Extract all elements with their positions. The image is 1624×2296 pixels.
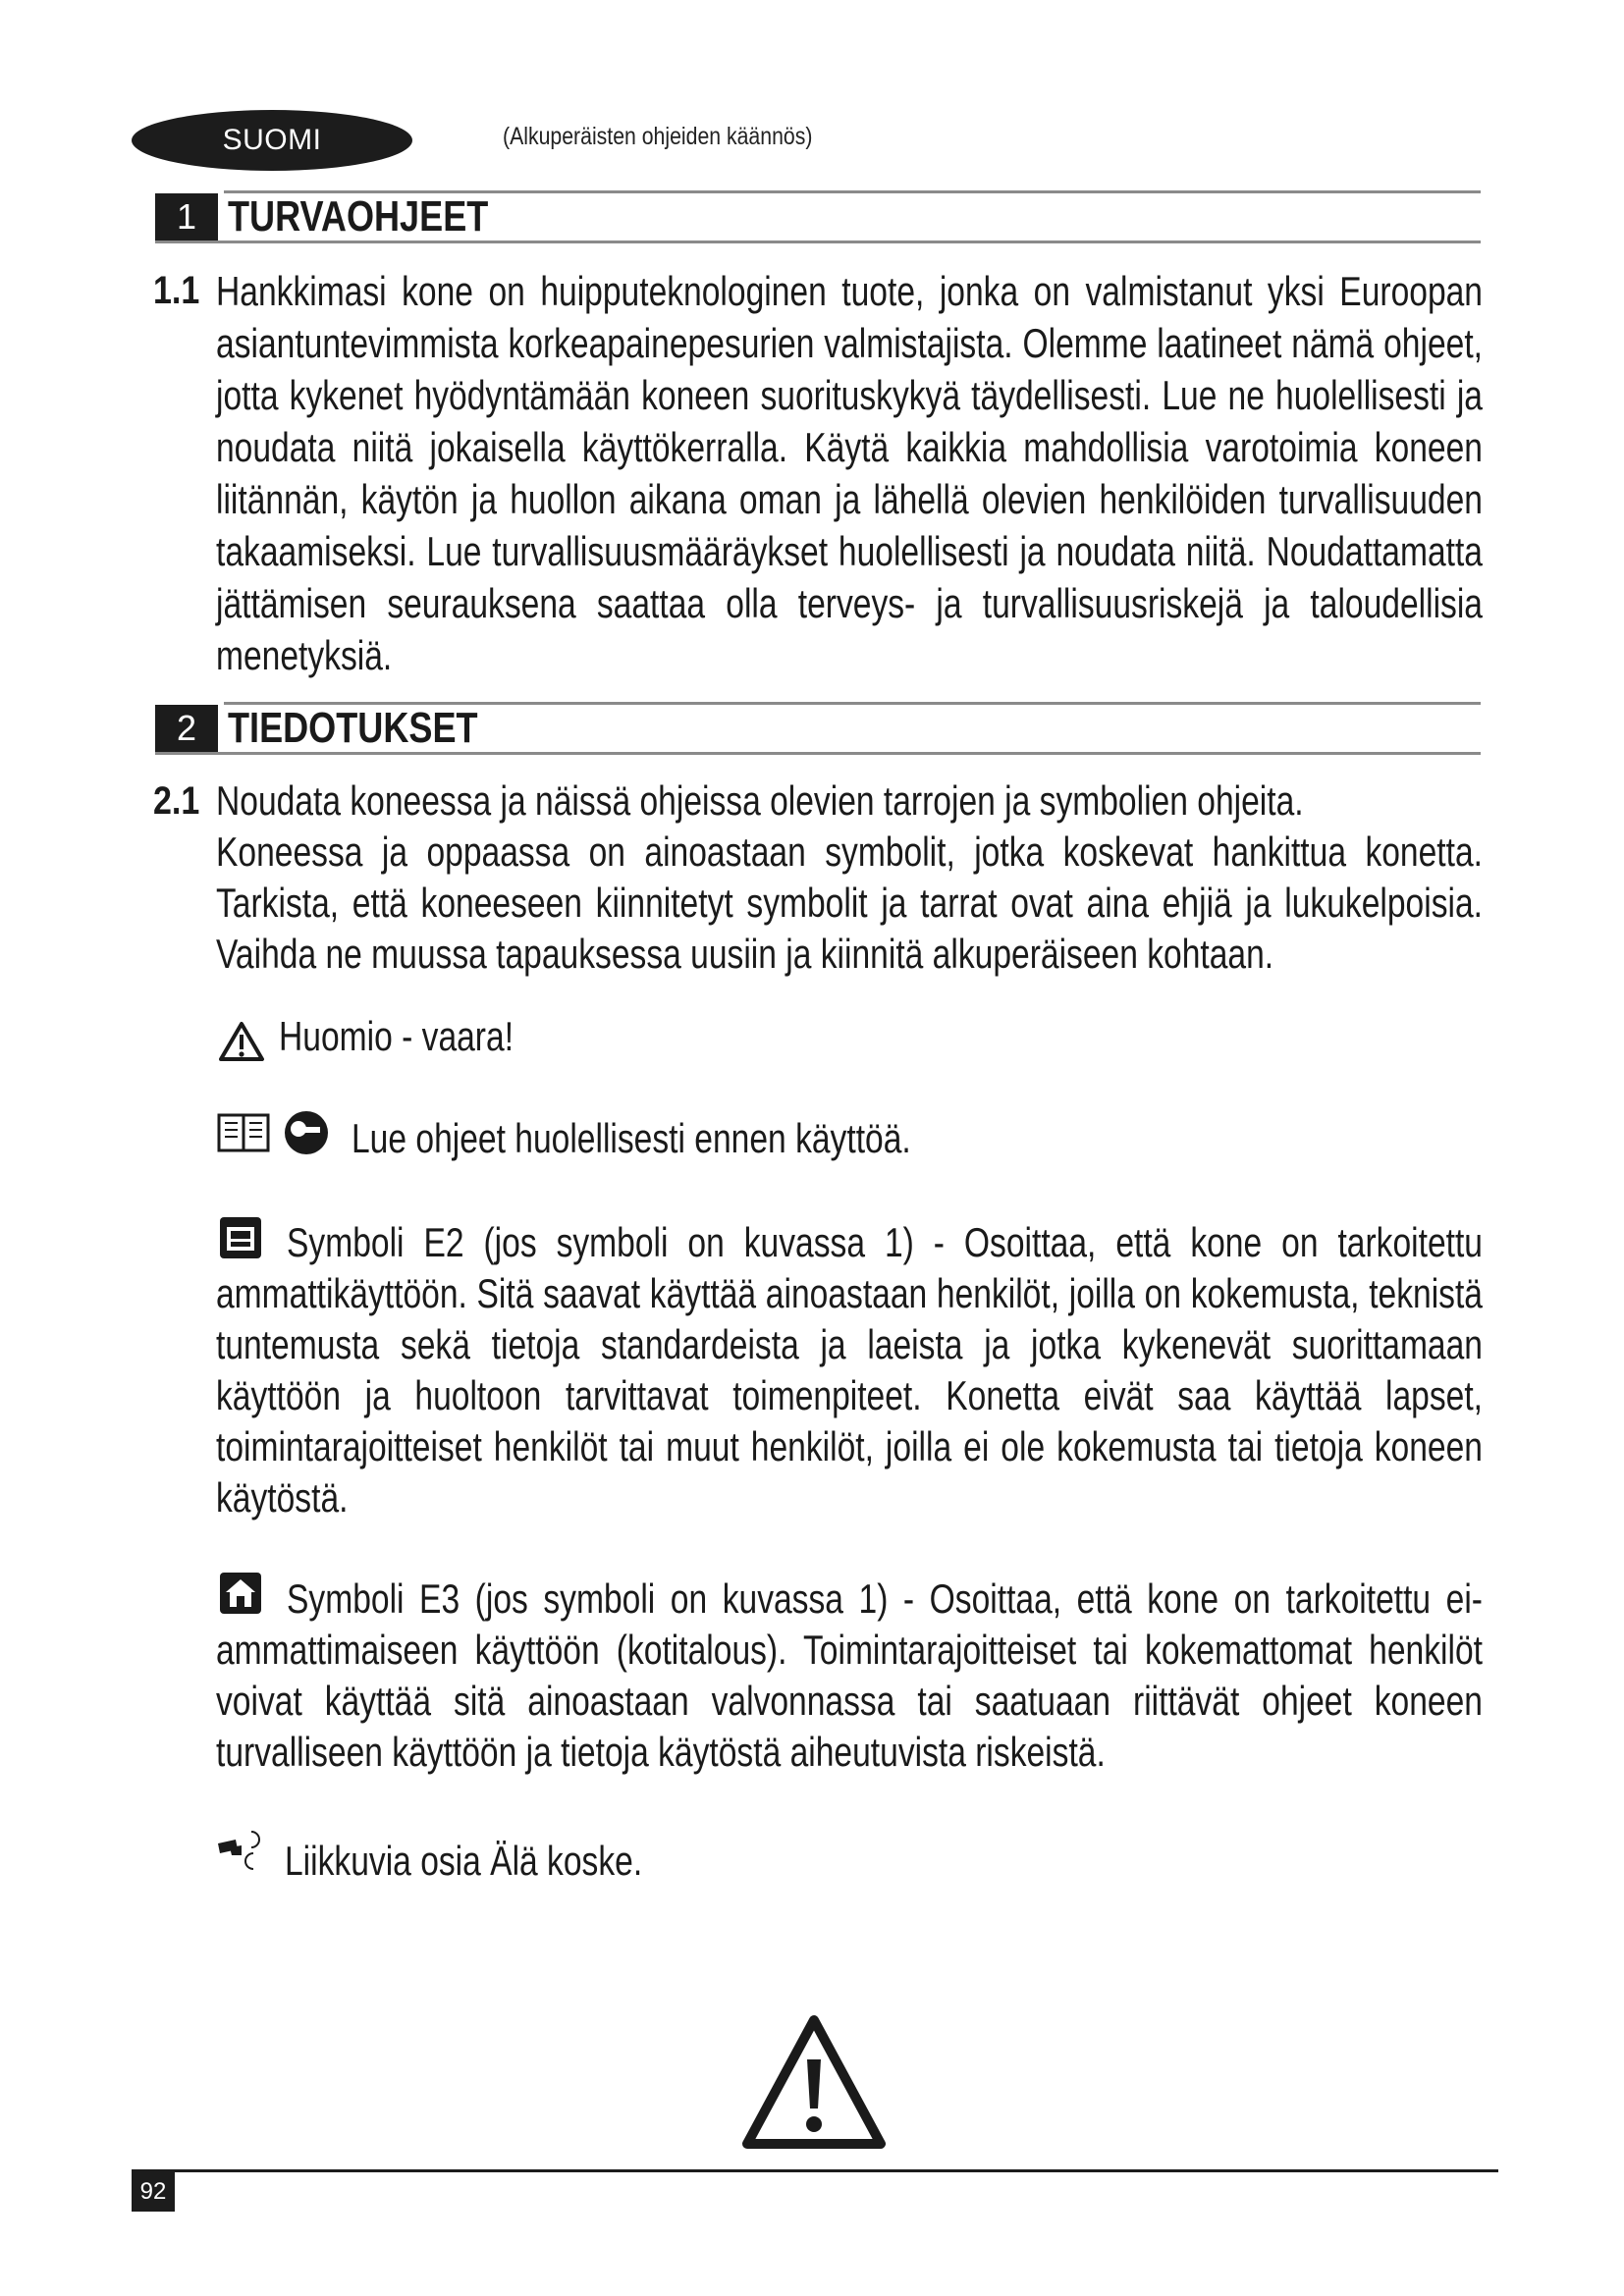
moving-parts-icon (216, 1828, 267, 1871)
section-number: 1 (155, 193, 218, 240)
translation-note: (Alkuperäisten ohjeiden käännös) (503, 123, 813, 150)
section-title: TIEDOTUKSET (228, 704, 478, 752)
notice-paragraph: Koneessa ja oppaassa on ainoastaan symbolit, jotka koskevat hankittua konetta. Tarkista, että koneeseen kiinnitetyt symbolit ja tarrat ovat aina ehjiä ja lukukelpoisia. Vaihda ne muussa tapauksessa uusiin ja kiinnitä alkuperäiseen kohtaan. (216, 828, 1483, 977)
safety-paragraph: Hankkimasi kone on huipputeknologinen tuote, jonka on valmistanut yksi Euroopan asiantuntevimmista korkeapainepesurien valmistajista. Olemme laatineet nämä ohjeet, jotta kykenet hyödyntämään koneen suorituskykyä täydellisesti. Lue ne huolellisesti ja noudata niitä jokaisella käyttökerralla. Käytä kaikkia mahdollisia varotoimia koneen liitännän, käytön ja huollon aikana oman ja lähellä olevien henkilöiden turvallisuuden takaamiseksi. Lue turvallisuusmääräykset huolellisesti ja noudata niitä. Noudattamatta jättämisen seurauksena saattaa olla terveys- ja turvallisuusriskejä ja taloudellisia menetyksiä. (216, 268, 1483, 678)
symbol-text-e3: Symboli E3 (jos symboli on kuvassa 1) - Osoittaa, että kone on tarkoitettu ei-ammattimaiseen käyttöön (kotitalous). Toimintarajoitteiset tai kokemattomat henkilöt voivat käyttää sitä ainoastaan valvonnassa tai saatuaan riittävät ohjeet koneen turvalliseen käyttöön ja tietoja käytöstä aiheutuvista riskeistä. (216, 1575, 1483, 1775)
symbol-text: Lue ohjeet huolellisesti ennen käyttöä. (352, 1115, 911, 1161)
notice-lead: Noudata koneessa ja näissä ohjeissa olevien tarrojen ja symbolien ohjeita. (216, 777, 1304, 824)
section-heading-safety (155, 190, 1481, 243)
item-number: 2.1 (153, 779, 200, 823)
section-number: 2 (155, 705, 218, 752)
symbol-text-e2: Symboli E2 (jos symboli on kuvassa 1) - Osoittaa, että kone on tarkoitettu ammattikäyttöön. Sitä saavat käyttää ainoastaan henkilöt, joilla on kokemusta, teknistä tuntemusta sekä tietoja standardeista ja laeista ja jotka kykenevät suorittamaan käyttöön ja huoltoon tarvittavat toimenpiteet. Konetta eivät saa käyttää lapset, toimintarajoitteiset henkilöt tai muut henkilöt, joilla ei ole kokemusta tai tietoja koneen käytöstä. (216, 1219, 1483, 1521)
section-title: TURVAOHJEET (228, 192, 489, 240)
section-heading-notices (155, 702, 1481, 755)
warning-triangle-icon (740, 2012, 888, 2152)
language-badge: SUOMI (132, 110, 412, 171)
item-number: 1.1 (153, 269, 200, 312)
warning-triangle-icon (218, 1021, 265, 1062)
footer-rule (132, 2169, 1498, 2172)
symbol-text: Huomio - vaara! (279, 1013, 514, 1059)
symbol-text: Liikkuvia osia Älä koske. (285, 1838, 643, 1884)
page-number: 92 (132, 2172, 175, 2212)
manual-book-icon (216, 1109, 344, 1158)
